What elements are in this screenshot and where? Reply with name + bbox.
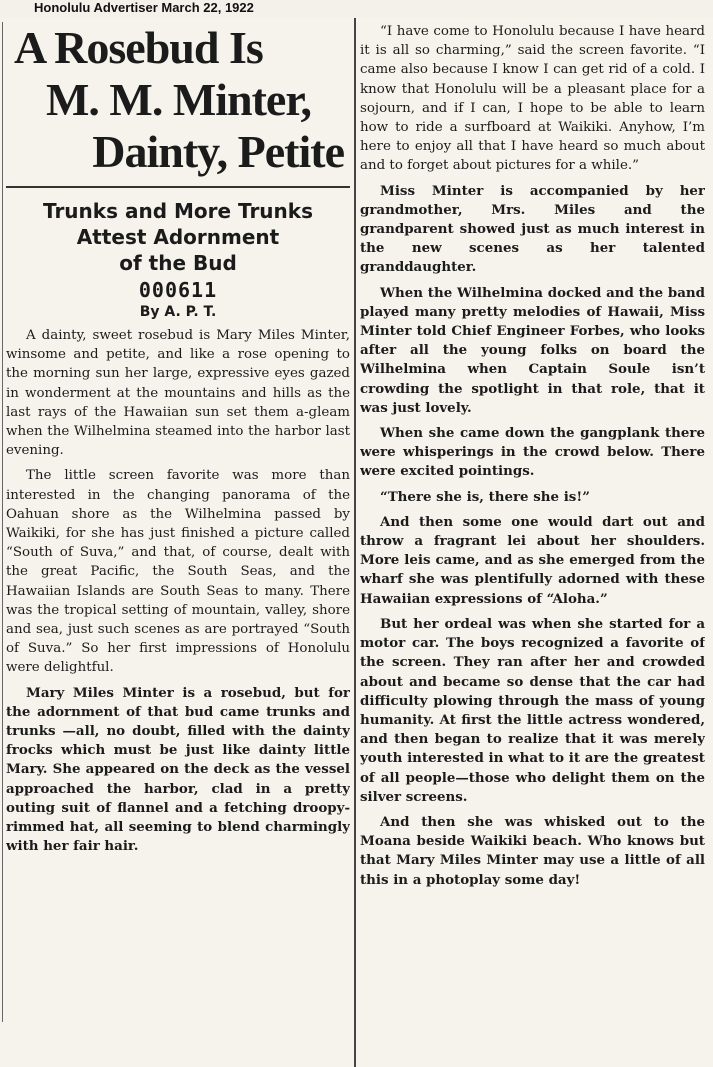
headline-line-1: A Rosebud Is — [14, 22, 263, 73]
article-paragraph: Mary Miles Minter is a rosebud, but for the adornment of that bud came trunks and trunks —all, no doubt, filled with the dainty frocks which must be just like dainty little Mary. She appeared on the deck as the vessel approached the harbor, clad in a pretty outing suit of flannel and a fetching droopy-rimmed hat, all seeming to blend charmingly with her fair hair. — [6, 684, 350, 855]
article-paragraph: The little screen favorite was more than interested in the changing panorama of the Oahuan shore as the Wilhelmina passed by Waikiki, for she has just finished a picture called “South of Suva,” and that, of course, dealt with the great Pacific, the South Seas, and the Hawaiian Islands are South Seas to many. There was the tropical setting of mountain, valley, shore and sea, just such scenes as are portrayed “South of Suva.” So her first impressions of Honolulu were delightful. — [6, 468, 350, 676]
left-edge-rule — [2, 22, 3, 1022]
article-paragraph: When she came down the gangplank there were whisperings in the crowd below. There were excited pointings. — [360, 425, 705, 480]
left-column — [6, 22, 350, 1062]
deck-line-1: Trunks and More Trunks — [43, 199, 313, 223]
headline-line-3: Dainty, Petite — [92, 126, 344, 177]
headline-line-2: M. M. Minter, — [46, 74, 312, 125]
headline-divider — [6, 186, 350, 188]
article-paragraph: “There she is, there she is!” — [380, 488, 590, 505]
deck-line-2: Attest Adornment — [76, 225, 280, 249]
byline: By A. P. T. — [139, 304, 217, 320]
article-paragraph: When the Wilhelmina docked and the band played many pretty melodies of Hawaii, Miss Minter told Chief Engineer Forbes, who looks after all the young folks on board the Wilhelmina when Captain Soule isn’t crowding the spotlight in that role, that it was just lovely. — [360, 284, 705, 416]
right-column — [360, 22, 705, 1067]
article-paragraph: Miss Minter is accompanied by her grandmother, Mrs. Miles and the grandparent showed just as much interest in the new scenes as her talented granddaughter. — [360, 182, 705, 276]
archive-stamp: 000611 — [138, 278, 218, 302]
article-paragraph: “I have come to Honolulu because I have heard it is all so charming,” said the screen favorite. “I came also because I know I can get rid of a cold. I know that Honolulu will be a pleasant place for a sojourn, and if I can, I hope to be able to learn how to ride a surfboard at Waikiki. Anyhow, I’m here to enjoy all that I have heard so much about and to forget about pictures for a while.” — [360, 24, 705, 174]
article-paragraph: But her ordeal was when she started for a motor car. The boys recognized a favorite of the screen. They ran after her and crowded about and became so dense that the car had difficulty plowing through the mass of young humanity. At first the little actress wondered, and then began to realize that it was merely youth interested in what to it are the greatest of all people—those who delight them on the silver screens. — [360, 615, 705, 805]
article-paragraph: A dainty, sweet rosebud is Mary Miles Minter, winsome and petite, and like a rose opening to the morning sun her large, expressive eyes gazed in wonderment at the mountains and hills as the last rays of the Hawaiian sun set them a-gleam when the Wilhelmina steamed into the harbor last evening. — [6, 328, 350, 459]
deck-line-3: of the Bud — [119, 251, 237, 275]
article-paragraph: And then some one would dart out and throw a fragrant lei about her shoulders. More leis came, and as she emerged from the wharf she was plentifully adorned with these Hawaiian expressions of “Aloha.” — [360, 513, 705, 607]
article-paragraph: And then she was whisked out to the Moana beside Waikiki beach. Who knows but that Mary Miles Minter may use a little of all this in a photoplay some day! — [360, 813, 705, 888]
column-rule — [354, 18, 356, 1067]
source-line: Honolulu Advertiser March 22, 1922 — [34, 0, 254, 15]
